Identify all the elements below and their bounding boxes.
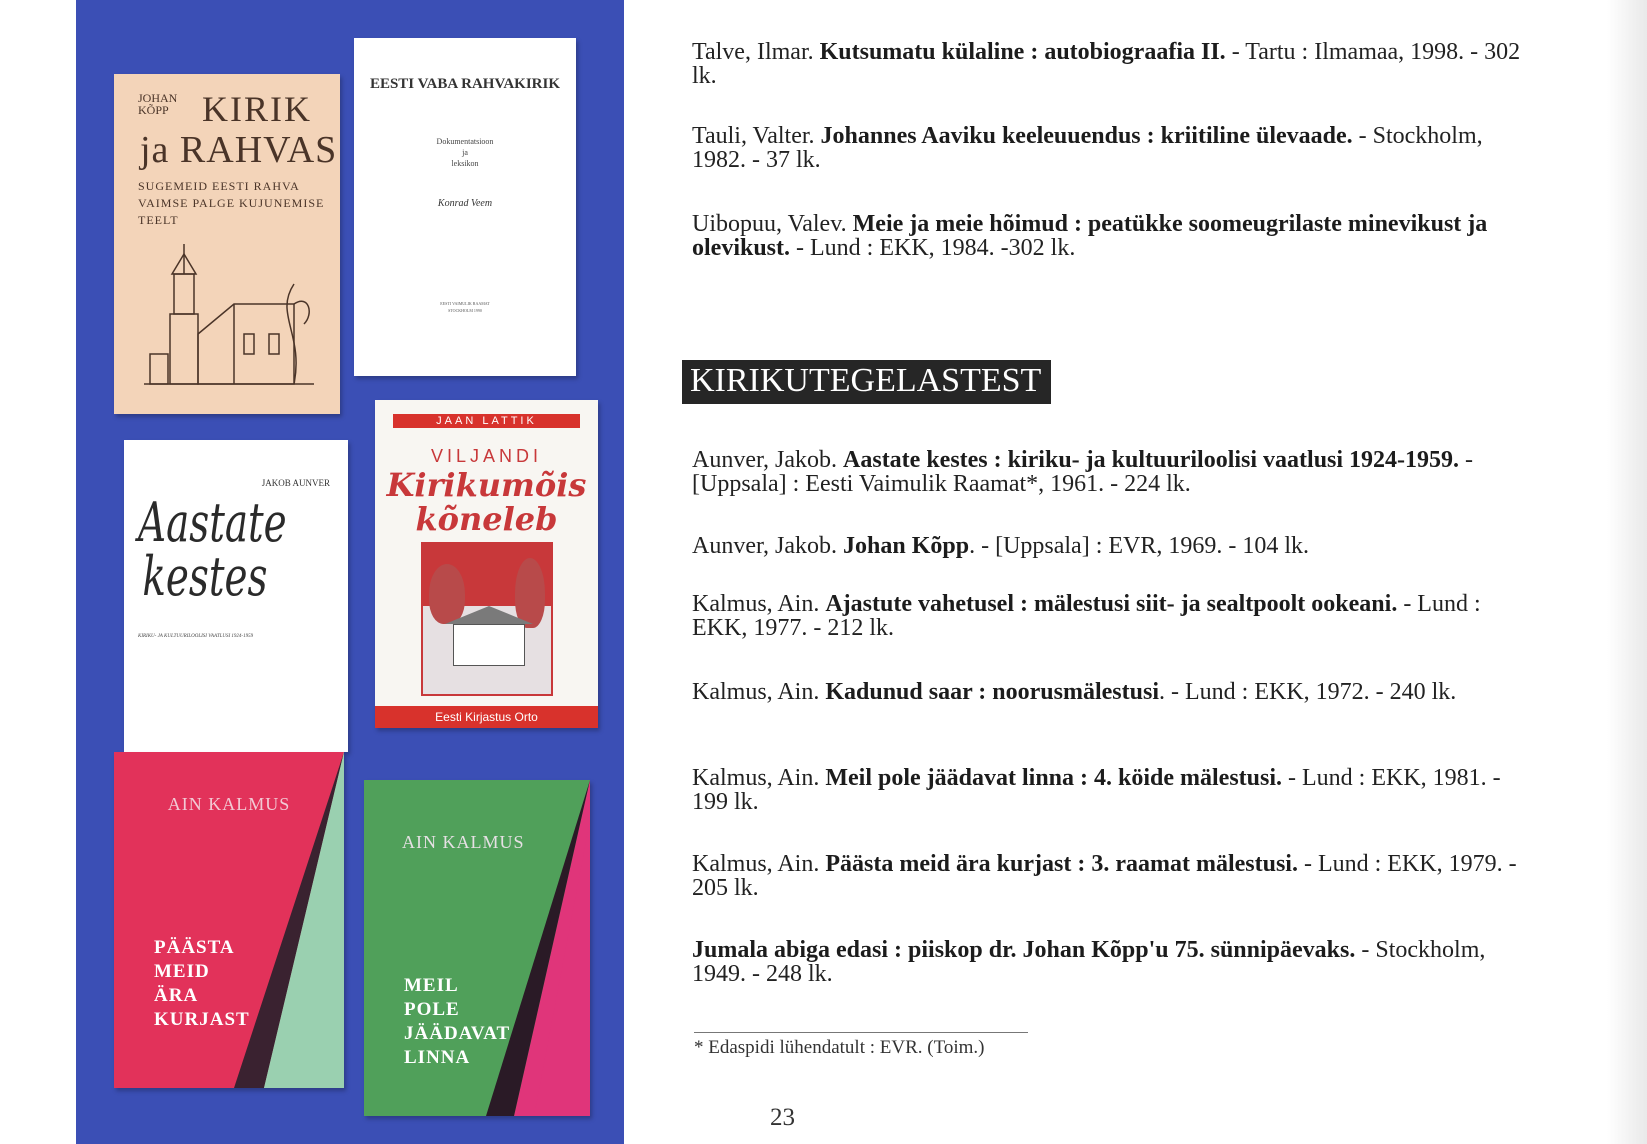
entry-title: Aastate kestes : kiriku- ja kultuuriloolisi vaatlusi 1924-1959. — [843, 447, 1460, 473]
bibliography-entry — [692, 938, 1527, 986]
entry-details: - Lund : EKK, 1984. -302 lk. — [790, 235, 1076, 261]
book-subtitle: SUGEMEID EESTI RAHVA VAIMSE PALGE KUJUNEMISE TEELT — [138, 179, 325, 227]
book-cover-kirik-ja-rahvas — [114, 74, 340, 414]
book-author: Konrad Veem — [437, 198, 493, 209]
entry-title: Jumala abiga edasi : piiskop dr. Johan Kõpp'u 75. sünnipäevaks. — [692, 937, 1356, 963]
author-line: KÕPP — [138, 103, 169, 117]
entry-author: Tauli, Valter. — [692, 123, 815, 149]
entry-title: Kutsumatu külaline : autobiograafia II. — [819, 39, 1226, 65]
subtitle-line: ja — [462, 148, 468, 157]
entry-details: - Tartu : Ilmamaa, 1998. - 302 lk. — [692, 39, 1521, 89]
bibliography-entry — [692, 40, 1527, 88]
entry-details: - Stockholm, 1949. - 248 lk. — [692, 937, 1486, 987]
entry-details: - Lund : EKK, 1981. - 199 lk. — [692, 765, 1501, 815]
entry-author: Kalmus, Ain. — [692, 851, 820, 877]
entry-author: Aunver, Jakob. — [692, 447, 838, 473]
book-author: JAKOB AUNVER — [261, 478, 330, 488]
entry-details: . - Lund : EKK, 1972. - 240 lk. — [1159, 679, 1457, 705]
book-author: AIN KALMUS — [167, 794, 291, 814]
entry-details: - Lund : EKK, 1977. - 212 lk. — [692, 591, 1481, 641]
entry-details: . - [Uppsala] : EVR, 1969. - 104 lk. — [969, 533, 1310, 559]
book-title — [404, 974, 510, 1070]
book-author: JAAN LATTIK — [393, 414, 580, 428]
bibliography-entry — [692, 766, 1527, 814]
entry-author: Uibopuu, Valev. — [692, 211, 847, 237]
subtitle-line: Dokumentatsioon — [436, 137, 494, 146]
book-author — [138, 92, 177, 116]
book-title: EESTI VABA RAHVAKIRIK — [369, 76, 561, 92]
entry-details: - [Uppsala] : Eesti Vaimulik Raamat*, 1961. - 224 lk. — [692, 447, 1474, 497]
book-subtitle — [354, 136, 576, 169]
entry-author: Kalmus, Ain. — [692, 679, 820, 705]
entry-title: Päästa meid ära kurjast : 3. raamat mälestusi. — [825, 851, 1298, 877]
book-title — [138, 491, 287, 608]
entry-author: Kalmus, Ain. — [692, 765, 820, 791]
entry-title: Kadunud saar : noorusmälestusi — [825, 679, 1159, 705]
bibliography-entry — [692, 212, 1527, 260]
bibliography-entry — [692, 592, 1527, 640]
book-title — [154, 936, 250, 1032]
page-edge-shadow — [1607, 0, 1647, 1144]
book-cover-eesti-vaba-rahvakirik — [354, 38, 576, 376]
bibliography-entry — [692, 534, 1309, 558]
entry-details: - Lund : EKK, 1979. - 205 lk. — [692, 851, 1517, 901]
entry-title: Meil pole jäädavat linna : 4. köide mälestusi. — [825, 765, 1283, 791]
book-publisher: Eesti Kirjastus Orto — [375, 706, 598, 728]
church-drawing-icon — [144, 244, 314, 394]
entry-title: Meie ja meie hõimud : peatükke soomeugrilaste minevikust ja olevikust. — [692, 211, 1488, 261]
title-line: PÄÄSTA — [154, 937, 235, 958]
title-line: KURJAST — [154, 1009, 250, 1030]
entry-author: Aunver, Jakob. — [692, 533, 838, 559]
book-title — [375, 468, 598, 536]
book-cover-meil-pole-jaadavat-linna — [364, 780, 590, 1116]
title-line: LINNA — [404, 1047, 471, 1068]
book-covers-photo — [76, 0, 624, 1144]
bibliography-entry — [692, 124, 1527, 172]
book-place: VILJANDI — [430, 446, 543, 466]
entry-details: - Stockholm, 1982. - 37 lk. — [692, 123, 1483, 173]
entry-title: Johannes Aaviku keeleuuendus : kriitiline ülevaade. — [820, 123, 1353, 149]
title-line: POLE — [404, 999, 460, 1020]
subtitle-line: leksikon — [451, 159, 479, 168]
footnote-divider — [694, 1032, 1028, 1033]
title-line: kõneleb — [415, 500, 558, 538]
house-illustration-icon — [421, 542, 553, 696]
title-line: JÄÄDAVAT — [404, 1023, 511, 1044]
book-cover-paasta-meid-ara-kurjast — [114, 752, 344, 1088]
title-line: kestes — [142, 545, 268, 608]
bibliography-entry — [692, 680, 1456, 704]
publisher-line: EESTI VAIMULIK RAAMAT — [440, 301, 490, 306]
book-cover-aastate-kestes — [124, 440, 348, 752]
book-cover-viljandi-kirikumois — [375, 400, 598, 728]
book-publisher — [354, 300, 576, 314]
book-author: AIN KALMUS — [402, 832, 525, 852]
entry-title: Johan Kõpp — [843, 533, 970, 559]
title-line: Kirikumõis — [386, 466, 587, 504]
publisher-line: STOCKHOLM 1990 — [448, 308, 482, 313]
title-line: ÄRA — [154, 985, 199, 1006]
entry-author: Kalmus, Ain. — [692, 591, 820, 617]
footnote: * Edaspidi lühendatult : EVR. (Toim.) — [694, 1037, 985, 1058]
author-line: JOHAN — [138, 91, 178, 105]
entry-author: Talve, Ilmar. — [692, 39, 814, 65]
book-subtitle: KIRIKU- JA KULTUURILOOLISI VAATLUSI 1924-1959 — [138, 634, 254, 639]
section-heading: KIRIKUTEGELASTEST — [682, 360, 1051, 404]
title-line: MEID — [154, 961, 210, 982]
book-title: ja RAHVAS — [140, 129, 338, 171]
title-line: Aastate — [138, 491, 287, 554]
bibliography-entry — [692, 448, 1527, 496]
title-line: MEIL — [404, 975, 459, 996]
entry-title: Ajastute vahetusel : mälestusi siit- ja sealtpoolt ookeani. — [825, 591, 1398, 617]
page-number: 23 — [770, 1104, 795, 1131]
bibliography-entry — [692, 852, 1527, 900]
book-title: KIRIK — [202, 89, 312, 129]
